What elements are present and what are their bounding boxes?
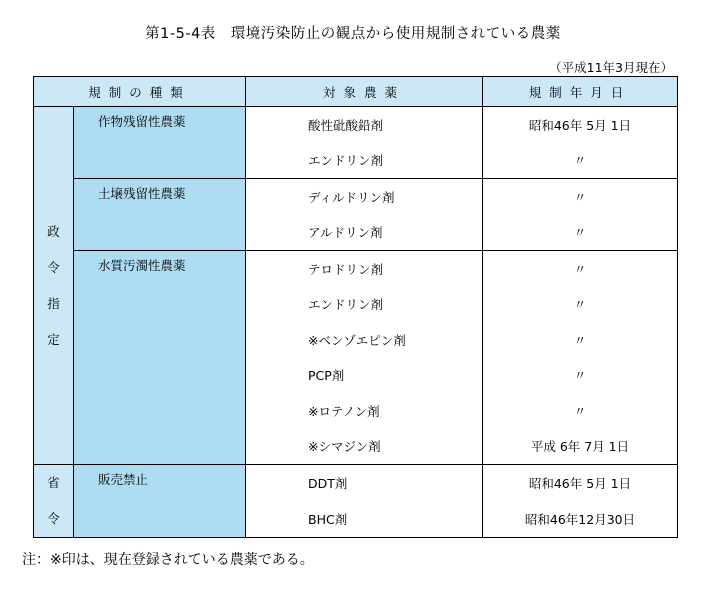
date-cell: 昭和46年12月30日 [483,501,678,538]
pesticide-cell: DDT剤 [246,465,483,502]
section-char: 令 [47,511,60,526]
table-title: 第1-5-4表 環境汚染防止の観点から使用規制されている農薬 [145,26,561,42]
pesticide-cell: 酸性砒酸鉛剤 [246,107,483,143]
date-cell: 昭和46年 5月 1日 [483,465,678,502]
section-char: 指 [47,295,60,311]
date-cell: 昭和46年 5月 1日 [483,107,678,143]
header-row [34,77,678,107]
section-char: 定 [47,331,60,347]
category-water-pollution: 水質汚濁性農薬 [74,251,246,465]
footnote: 注：※印は、現在登録されている農薬である。 [22,552,314,568]
date-cell: 〃 [483,322,678,358]
section-char: 政 [47,223,60,239]
header-regulation-date: 規制年月日 [483,77,678,107]
pesticide-cell: ※ロテノン剤 [246,393,483,429]
table-row [34,465,678,502]
date-cell: 〃 [483,143,678,179]
date-cell: 〃 [483,215,678,251]
pesticide-cell: PCP剤 [246,358,483,394]
table-row [34,107,678,143]
table-row [34,251,678,287]
date-cell: 〃 [483,358,678,394]
as-of-date: （平成11年3月現在） [549,60,673,75]
pesticide-cell: BHC剤 [246,501,483,538]
pesticide-cell: アルドリン剤 [246,215,483,251]
date-cell: 〃 [483,393,678,429]
category-sales-ban: 販売禁止 [74,465,246,538]
section-label-shorei [34,465,74,538]
date-cell: 〃 [483,179,678,215]
date-cell: 〃 [483,251,678,287]
pesticide-cell: ※シマジン剤 [246,429,483,465]
pesticide-cell: エンドリン剤 [246,287,483,323]
date-cell: 平成 6年 7月 1日 [483,429,678,465]
pesticide-cell: テロドリン剤 [246,251,483,287]
pesticide-cell: ※ベンゾエピン剤 [246,322,483,358]
section-char: 令 [47,259,60,275]
pesticide-regulation-table [33,76,678,538]
header-target-pesticide: 対象農薬 [246,77,483,107]
header-regulation-type: 規制の種類 [34,77,246,107]
section-label-seirei [34,107,74,465]
section-char: 省 [47,475,60,490]
category-crop-residue: 作物残留性農薬 [74,107,246,179]
category-soil-residue: 土壌残留性農薬 [74,179,246,251]
table-row [34,179,678,215]
pesticide-cell: ディルドリン剤 [246,179,483,215]
pesticide-cell: エンドリン剤 [246,143,483,179]
date-cell: 〃 [483,287,678,323]
